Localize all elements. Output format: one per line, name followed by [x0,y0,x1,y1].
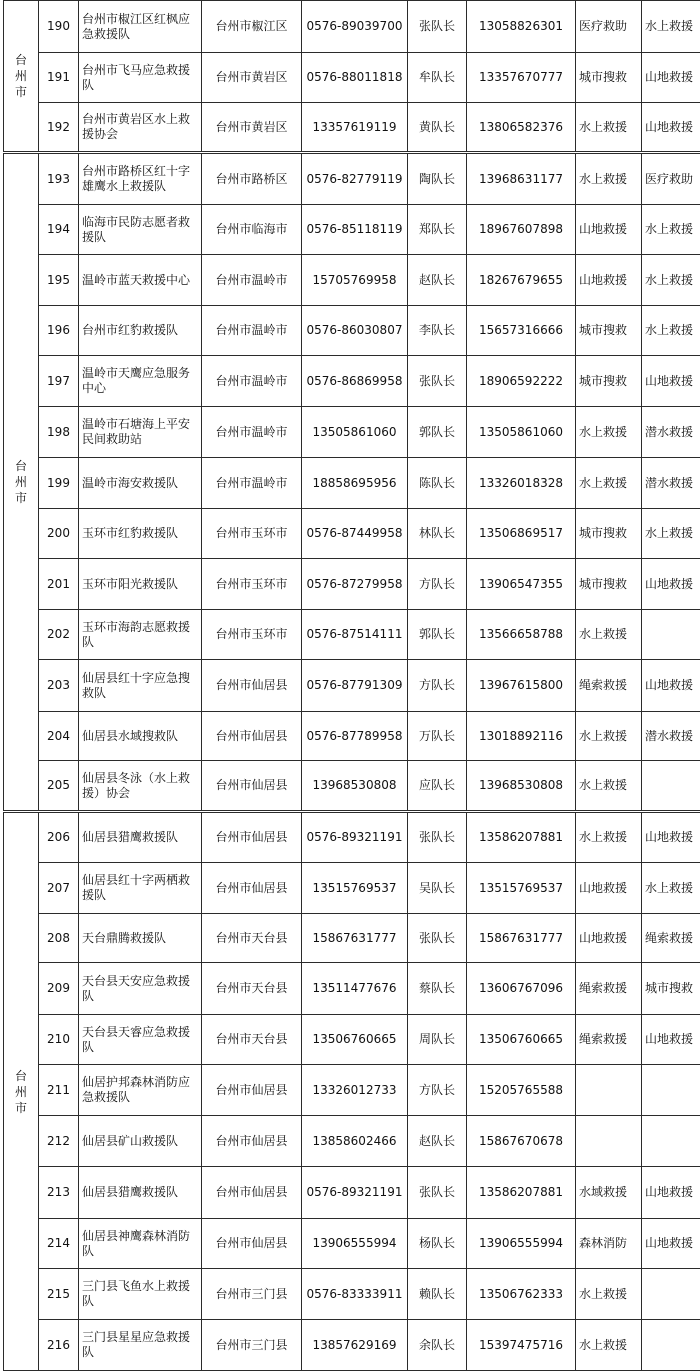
rescue-type-secondary-cell: 潜水救援 [642,712,700,761]
rescue-type-primary-cell: 城市搜救 [576,53,642,103]
rescue-type-primary-cell: 城市搜救 [576,509,642,559]
rescue-type-secondary-cell [642,1116,700,1167]
mobile-phone-cell: 15397475716 [467,1320,576,1371]
office-phone-cell: 13505861060 [302,407,408,458]
rescue-type-secondary-cell: 医疗救助 [642,153,700,205]
office-phone-cell: 0576-87789958 [302,712,408,761]
team-name-cell: 玉环市阳光救援队 [79,559,202,610]
row-number-cell: 200 [39,509,79,559]
rescue-type-secondary-cell: 潜水救援 [642,458,700,509]
team-name-cell: 仙居县冬泳（水上救援）协会 [79,761,202,812]
rescue-type-secondary-cell: 城市搜救 [642,963,700,1015]
table-row [4,103,700,153]
team-leader-cell: 方队长 [408,559,467,610]
team-leader-cell: 郭队长 [408,407,467,458]
team-name-cell: 天台县天睿应急救援队 [79,1015,202,1065]
table-row [4,559,700,610]
table-row [4,509,700,559]
team-leader-cell: 赵队长 [408,1116,467,1167]
team-leader-cell: 林队长 [408,509,467,559]
region-cell: 台州市玉环市 [202,559,302,610]
rescue-type-primary-cell: 绳索救援 [576,660,642,712]
office-phone-cell: 0576-89321191 [302,1167,408,1219]
mobile-phone-cell: 13968530808 [467,761,576,812]
rescue-type-primary-cell: 水上救援 [576,812,642,863]
team-name-cell: 温岭市海安救援队 [79,458,202,509]
row-number-cell: 212 [39,1116,79,1167]
table-row [4,712,700,761]
team-leader-cell: 黄队长 [408,103,467,153]
rescue-type-secondary-cell: 水上救援 [642,306,700,356]
office-phone-cell: 0576-88011818 [302,53,408,103]
region-cell: 台州市仙居县 [202,1167,302,1219]
team-name-cell: 温岭市蓝天救援中心 [79,255,202,306]
team-leader-cell: 杨队长 [408,1219,467,1269]
row-number-cell: 192 [39,103,79,153]
team-name-cell: 仙居县猎鹰救援队 [79,812,202,863]
table-row [4,356,700,407]
office-phone-cell: 0576-85118119 [302,205,408,255]
rescue-type-secondary-cell: 水上救援 [642,255,700,306]
team-name-cell: 台州市黄岩区水上救援协会 [79,103,202,153]
team-name-cell: 仙居县神鹰森林消防队 [79,1219,202,1269]
mobile-phone-cell: 13906547355 [467,559,576,610]
team-name-cell: 仙居县红十字应急搜救队 [79,660,202,712]
rescue-type-primary-cell: 绳索救援 [576,963,642,1015]
office-phone-cell: 13858602466 [302,1116,408,1167]
mobile-phone-cell: 13515769537 [467,863,576,914]
mobile-phone-cell: 13506762333 [467,1269,576,1320]
table-row [4,1320,700,1371]
rescue-type-primary-cell: 医疗救助 [576,1,642,53]
table-row [4,914,700,963]
office-phone-cell: 13511477676 [302,963,408,1015]
city-label: 台州市 [14,1068,28,1116]
mobile-phone-cell: 13606767096 [467,963,576,1015]
region-cell: 台州市黄岩区 [202,53,302,103]
team-leader-cell: 陈队长 [408,458,467,509]
region-cell: 台州市温岭市 [202,356,302,407]
table-row [4,205,700,255]
row-number-cell: 203 [39,660,79,712]
team-leader-cell: 周队长 [408,1015,467,1065]
rescue-type-primary-cell: 森林消防 [576,1219,642,1269]
rescue-type-primary-cell: 山地救援 [576,863,642,914]
region-cell: 台州市三门县 [202,1269,302,1320]
team-leader-cell: 蔡队长 [408,963,467,1015]
team-name-cell: 仙居护邦森林消防应急救援队 [79,1065,202,1116]
region-cell: 台州市三门县 [202,1320,302,1371]
region-cell: 台州市仙居县 [202,1116,302,1167]
team-name-cell: 天台县天安应急救援队 [79,963,202,1015]
row-number-cell: 207 [39,863,79,914]
office-phone-cell: 13515769537 [302,863,408,914]
region-cell: 台州市温岭市 [202,458,302,509]
region-cell: 台州市温岭市 [202,407,302,458]
region-cell: 台州市仙居县 [202,812,302,863]
mobile-phone-cell: 13058826301 [467,1,576,53]
city-cell [4,1,39,153]
office-phone-cell: 0576-83333911 [302,1269,408,1320]
rescue-type-secondary-cell: 山地救援 [642,559,700,610]
row-number-cell: 214 [39,1219,79,1269]
office-phone-cell: 0576-87514111 [302,610,408,660]
table-row [4,306,700,356]
office-phone-cell: 15867631777 [302,914,408,963]
region-cell: 台州市温岭市 [202,306,302,356]
region-cell: 台州市温岭市 [202,255,302,306]
rescue-type-secondary-cell: 山地救援 [642,53,700,103]
row-number-cell: 204 [39,712,79,761]
team-name-cell: 玉环市红豹救援队 [79,509,202,559]
city-cell [4,812,39,1371]
row-number-cell: 199 [39,458,79,509]
team-leader-cell: 方队长 [408,660,467,712]
team-leader-cell: 郭队长 [408,610,467,660]
table-row [4,1219,700,1269]
team-name-cell: 仙居县水域搜救队 [79,712,202,761]
table-row [4,458,700,509]
office-phone-cell: 13968530808 [302,761,408,812]
rescue-type-primary-cell: 山地救援 [576,255,642,306]
mobile-phone-cell: 15205765588 [467,1065,576,1116]
team-name-cell: 台州市飞马应急救援队 [79,53,202,103]
team-name-cell: 三门县飞鱼水上救援队 [79,1269,202,1320]
region-cell: 台州市玉环市 [202,509,302,559]
row-number-cell: 202 [39,610,79,660]
rescue-type-secondary-cell [642,610,700,660]
mobile-phone-cell: 18967607898 [467,205,576,255]
mobile-phone-cell: 13357670777 [467,53,576,103]
rescue-type-secondary-cell: 水上救援 [642,509,700,559]
region-cell: 台州市黄岩区 [202,103,302,153]
rescue-type-secondary-cell [642,761,700,812]
mobile-phone-cell: 13326018328 [467,458,576,509]
mobile-phone-cell: 13968631177 [467,153,576,205]
region-cell: 台州市仙居县 [202,863,302,914]
table-row [4,1269,700,1320]
region-cell: 台州市天台县 [202,914,302,963]
rescue-type-secondary-cell: 山地救援 [642,660,700,712]
team-leader-cell: 张队长 [408,812,467,863]
region-cell: 台州市天台县 [202,1015,302,1065]
mobile-phone-cell: 15867631777 [467,914,576,963]
rescue-type-primary-cell: 水上救援 [576,610,642,660]
mobile-phone-cell: 18906592222 [467,356,576,407]
team-leader-cell: 张队长 [408,356,467,407]
team-leader-cell: 余队长 [408,1320,467,1371]
rescue-type-primary-cell: 城市搜救 [576,559,642,610]
row-number-cell: 190 [39,1,79,53]
team-leader-cell: 张队长 [408,1,467,53]
region-cell: 台州市仙居县 [202,1065,302,1116]
region-cell: 台州市仙居县 [202,761,302,812]
table-row [4,660,700,712]
rescue-type-secondary-cell: 山地救援 [642,356,700,407]
rescue-type-secondary-cell [642,1269,700,1320]
rescue-type-primary-cell [576,1065,642,1116]
row-number-cell: 209 [39,963,79,1015]
rescue-type-secondary-cell [642,1065,700,1116]
rescue-type-secondary-cell: 山地救援 [642,103,700,153]
team-name-cell: 仙居县猎鹰救援队 [79,1167,202,1219]
table-row [4,255,700,306]
row-number-cell: 211 [39,1065,79,1116]
region-cell: 台州市玉环市 [202,610,302,660]
team-leader-cell: 应队长 [408,761,467,812]
team-name-cell: 玉环市海韵志愿救援队 [79,610,202,660]
team-leader-cell: 吴队长 [408,863,467,914]
rescue-type-secondary-cell: 水上救援 [642,1,700,53]
row-number-cell: 201 [39,559,79,610]
rescue-type-primary-cell: 水上救援 [576,458,642,509]
table-row [4,812,700,863]
team-name-cell: 天台鼎腾救援队 [79,914,202,963]
team-leader-cell: 方队长 [408,1065,467,1116]
region-cell: 台州市路桥区 [202,153,302,205]
row-number-cell: 194 [39,205,79,255]
mobile-phone-cell: 13505861060 [467,407,576,458]
table-row [4,863,700,914]
mobile-phone-cell: 13018892116 [467,712,576,761]
team-leader-cell: 赵队长 [408,255,467,306]
rescue-type-primary-cell: 山地救援 [576,914,642,963]
row-number-cell: 215 [39,1269,79,1320]
rescue-type-primary-cell: 山地救援 [576,205,642,255]
row-number-cell: 210 [39,1015,79,1065]
row-number-cell: 216 [39,1320,79,1371]
mobile-phone-cell: 13806582376 [467,103,576,153]
row-number-cell: 191 [39,53,79,103]
table-row [4,407,700,458]
rescue-type-secondary-cell: 山地救援 [642,1167,700,1219]
rescue-type-primary-cell: 水上救援 [576,761,642,812]
office-phone-cell: 13906555994 [302,1219,408,1269]
mobile-phone-cell: 15657316666 [467,306,576,356]
team-leader-cell: 陶队长 [408,153,467,205]
table-row [4,963,700,1015]
row-number-cell: 198 [39,407,79,458]
rescue-type-secondary-cell: 绳索救援 [642,914,700,963]
row-number-cell: 197 [39,356,79,407]
team-leader-cell: 郑队长 [408,205,467,255]
row-number-cell: 206 [39,812,79,863]
rescue-type-secondary-cell: 水上救援 [642,205,700,255]
rescue-type-primary-cell: 城市搜救 [576,306,642,356]
region-cell: 台州市仙居县 [202,1219,302,1269]
table-row [4,53,700,103]
rescue-type-secondary-cell [642,1320,700,1371]
table-row [4,1015,700,1065]
region-cell: 台州市椒江区 [202,1,302,53]
row-number-cell: 205 [39,761,79,812]
office-phone-cell: 15705769958 [302,255,408,306]
row-number-cell: 208 [39,914,79,963]
mobile-phone-cell: 13506760665 [467,1015,576,1065]
rescue-team-table [3,0,700,1371]
office-phone-cell: 13357619119 [302,103,408,153]
mobile-phone-cell: 13906555994 [467,1219,576,1269]
team-name-cell: 台州市红豹救援队 [79,306,202,356]
office-phone-cell: 0576-87449958 [302,509,408,559]
office-phone-cell: 0576-89321191 [302,812,408,863]
table-row [4,1065,700,1116]
office-phone-cell: 0576-87279958 [302,559,408,610]
row-number-cell: 213 [39,1167,79,1219]
office-phone-cell: 13326012733 [302,1065,408,1116]
rescue-type-primary-cell: 水上救援 [576,1320,642,1371]
rescue-type-primary-cell: 水上救援 [576,407,642,458]
region-cell: 台州市天台县 [202,963,302,1015]
rescue-type-primary-cell: 水上救援 [576,1269,642,1320]
mobile-phone-cell: 13506869517 [467,509,576,559]
city-label: 台州市 [14,52,28,100]
team-leader-cell: 万队长 [408,712,467,761]
table-row [4,1167,700,1219]
office-phone-cell: 0576-86030807 [302,306,408,356]
office-phone-cell: 0576-89039700 [302,1,408,53]
rescue-type-primary-cell: 水上救援 [576,712,642,761]
team-name-cell: 仙居县矿山救援队 [79,1116,202,1167]
office-phone-cell: 18858695956 [302,458,408,509]
mobile-phone-cell: 18267679655 [467,255,576,306]
row-number-cell: 196 [39,306,79,356]
table-row [4,153,700,205]
rescue-type-secondary-cell: 山地救援 [642,1015,700,1065]
team-name-cell: 临海市民防志愿者救援队 [79,205,202,255]
region-cell: 台州市仙居县 [202,660,302,712]
team-name-cell: 温岭市石塘海上平安民间救助站 [79,407,202,458]
table-row [4,610,700,660]
rescue-type-primary-cell: 水上救援 [576,153,642,205]
rescue-type-primary-cell [576,1116,642,1167]
team-leader-cell: 张队长 [408,1167,467,1219]
team-name-cell: 台州市椒江区红枫应急救援队 [79,1,202,53]
mobile-phone-cell: 13967615800 [467,660,576,712]
rescue-type-primary-cell: 城市搜救 [576,356,642,407]
table-row [4,1,700,53]
rescue-type-secondary-cell: 山地救援 [642,1219,700,1269]
team-name-cell: 仙居县红十字两栖救援队 [79,863,202,914]
office-phone-cell: 13857629169 [302,1320,408,1371]
rescue-type-secondary-cell: 潜水救援 [642,407,700,458]
table-body [4,1,700,1371]
team-name-cell: 温岭市天鹰应急服务中心 [79,356,202,407]
rescue-type-secondary-cell: 山地救援 [642,812,700,863]
row-number-cell: 193 [39,153,79,205]
rescue-type-secondary-cell: 水上救援 [642,863,700,914]
office-phone-cell: 0576-86869958 [302,356,408,407]
office-phone-cell: 0576-82779119 [302,153,408,205]
team-name-cell: 三门县星星应急救援队 [79,1320,202,1371]
table-row [4,1116,700,1167]
table-row [4,761,700,812]
team-name-cell: 台州市路桥区红十字雄鹰水上救援队 [79,153,202,205]
region-cell: 台州市仙居县 [202,712,302,761]
rescue-type-primary-cell: 绳索救援 [576,1015,642,1065]
region-cell: 台州市临海市 [202,205,302,255]
city-cell [4,153,39,812]
mobile-phone-cell: 13566658788 [467,610,576,660]
team-leader-cell: 李队长 [408,306,467,356]
city-label: 台州市 [14,458,28,506]
team-leader-cell: 张队长 [408,914,467,963]
rescue-type-primary-cell: 水上救援 [576,103,642,153]
office-phone-cell: 0576-87791309 [302,660,408,712]
team-leader-cell: 赖队长 [408,1269,467,1320]
office-phone-cell: 13506760665 [302,1015,408,1065]
row-number-cell: 195 [39,255,79,306]
mobile-phone-cell: 13586207881 [467,812,576,863]
mobile-phone-cell: 13586207881 [467,1167,576,1219]
mobile-phone-cell: 15867670678 [467,1116,576,1167]
rescue-type-primary-cell: 水域救援 [576,1167,642,1219]
team-leader-cell: 牟队长 [408,53,467,103]
